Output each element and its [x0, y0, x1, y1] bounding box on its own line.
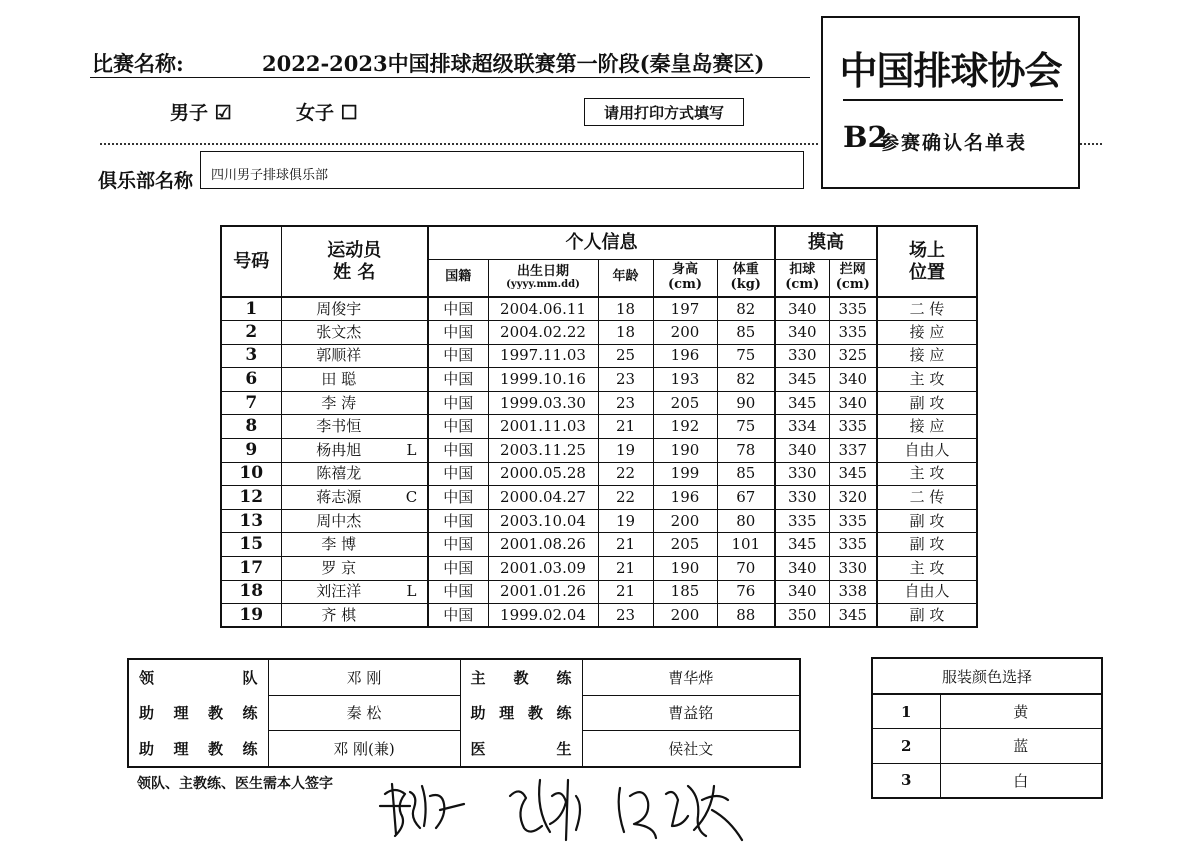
signature-note: 领队、主教练、医生需本人签字: [137, 776, 333, 792]
player-weight: 80: [717, 509, 775, 533]
association-divider: [843, 99, 1063, 101]
player-nationality: 中国: [428, 557, 488, 581]
player-spike-reach: 340: [775, 321, 829, 345]
player-block-reach: 335: [829, 321, 877, 345]
player-position: 自由人: [877, 439, 977, 463]
player-number: 13: [221, 509, 281, 533]
color-option-number: 3: [872, 763, 940, 798]
player-nationality: 中国: [428, 391, 488, 415]
header-height-unit: (cm): [668, 276, 702, 292]
player-name: 田 聪: [281, 368, 396, 392]
player-position: 副 攻: [877, 509, 977, 533]
player-number: 3: [221, 344, 281, 368]
player-name: 刘汪洋: [281, 580, 396, 604]
player-height: 190: [653, 557, 717, 581]
player-age: 23: [598, 368, 653, 392]
player-role: [396, 509, 428, 533]
player-spike-reach: 334: [775, 415, 829, 439]
player-birth-date: 1999.03.30: [488, 391, 598, 415]
player-spike-reach: 340: [775, 297, 829, 321]
player-block-reach: 338: [829, 580, 877, 604]
player-nationality: 中国: [428, 509, 488, 533]
leader-label: 领 队: [128, 659, 268, 695]
assistant-coach-value-2: 邓 刚(兼): [268, 731, 460, 767]
player-weight: 85: [717, 321, 775, 345]
association-title: 中国排球协会: [839, 49, 1062, 93]
player-height: 197: [653, 297, 717, 321]
player-role: [396, 462, 428, 486]
roster-body: [221, 297, 977, 627]
player-nationality: 中国: [428, 415, 488, 439]
player-weight: 75: [717, 415, 775, 439]
doctor-label: 医 生: [460, 731, 582, 767]
player-height: 200: [653, 509, 717, 533]
header-spike-label: 扣球: [789, 261, 816, 277]
player-age: 21: [598, 533, 653, 557]
player-age: 23: [598, 391, 653, 415]
player-number: 15: [221, 533, 281, 557]
player-role: L: [396, 439, 428, 463]
player-position: 主 攻: [877, 462, 977, 486]
player-spike-reach: 340: [775, 557, 829, 581]
assistant-coach-value-1: 秦 松: [268, 695, 460, 730]
player-nationality: 中国: [428, 297, 488, 321]
color-option-number: 1: [872, 694, 940, 729]
player-age: 18: [598, 297, 653, 321]
player-role: [396, 533, 428, 557]
player-spike-reach: 345: [775, 391, 829, 415]
header-weight-unit: (kg): [730, 276, 761, 292]
player-height: 185: [653, 580, 717, 604]
player-position: 副 攻: [877, 391, 977, 415]
table-row: [221, 368, 977, 392]
player-role: [396, 321, 428, 345]
player-nationality: 中国: [428, 321, 488, 345]
player-age: 22: [598, 462, 653, 486]
head-coach-label: 主教练: [460, 659, 582, 695]
player-height: 193: [653, 368, 717, 392]
player-name: 齐 棋: [281, 604, 396, 628]
men-checkbox[interactable]: 男子 ☑: [170, 102, 232, 124]
header-reach: 摸高: [775, 226, 877, 259]
print-note-box: 请用打印方式填写: [584, 98, 744, 126]
player-spike-reach: 340: [775, 439, 829, 463]
player-height: 196: [653, 344, 717, 368]
player-block-reach: 345: [829, 462, 877, 486]
player-role: [396, 368, 428, 392]
table-row: [221, 391, 977, 415]
player-weight: 67: [717, 486, 775, 510]
header-nationality: 国籍: [428, 259, 488, 297]
leader-value: 邓 刚: [268, 659, 460, 695]
header-position-line1: 场上: [909, 239, 946, 261]
player-block-reach: 335: [829, 533, 877, 557]
player-spike-reach: 345: [775, 368, 829, 392]
player-weight: 85: [717, 462, 775, 486]
head-coach-value: 曹华烨: [582, 659, 800, 695]
player-number: 12: [221, 486, 281, 510]
player-weight: 75: [717, 344, 775, 368]
color-option-value: 黄: [940, 694, 1102, 729]
table-row: [221, 486, 977, 510]
table-row: [221, 604, 977, 628]
assistant-coach-label-3: 助理教练: [460, 695, 582, 730]
table-row: [221, 462, 977, 486]
header-block: [829, 259, 877, 297]
player-age: 19: [598, 439, 653, 463]
header-athlete: [281, 226, 428, 297]
roster-table: [220, 225, 978, 628]
player-nationality: 中国: [428, 533, 488, 557]
match-name-label: 比赛名称:: [92, 51, 184, 76]
player-age: 18: [598, 321, 653, 345]
table-row: [221, 580, 977, 604]
dotted-divider-right: [1080, 143, 1102, 145]
player-age: 25: [598, 344, 653, 368]
player-birth-date: 2001.01.26: [488, 580, 598, 604]
player-name: 蒋志源: [281, 486, 396, 510]
player-name: 周中杰: [281, 509, 396, 533]
player-weight: 88: [717, 604, 775, 628]
header-birth-label: 出生日期: [516, 263, 569, 279]
dotted-divider: [100, 143, 818, 145]
doctor-value: 侯社文: [582, 731, 800, 767]
player-age: 21: [598, 557, 653, 581]
player-number: 10: [221, 462, 281, 486]
player-height: 199: [653, 462, 717, 486]
player-block-reach: 335: [829, 415, 877, 439]
header-spike: [775, 259, 829, 297]
player-name: 李 涛: [281, 391, 396, 415]
player-block-reach: 340: [829, 368, 877, 392]
header-number: 号码: [221, 226, 281, 297]
header-block-unit: (cm): [835, 276, 870, 292]
player-name: 罗 京: [281, 557, 396, 581]
player-nationality: 中国: [428, 486, 488, 510]
player-nationality: 中国: [428, 462, 488, 486]
player-role: C: [396, 486, 428, 510]
player-position: 自由人: [877, 580, 977, 604]
player-height: 205: [653, 533, 717, 557]
player-position: 副 攻: [877, 533, 977, 557]
assistant-coach-value-3: 曹益铭: [582, 695, 800, 730]
player-birth-date: 2000.05.28: [488, 462, 598, 486]
player-birth-date: 1999.10.16: [488, 368, 598, 392]
match-name: 2022-2023中国排球超级联赛第一阶段(秦皇岛赛区): [262, 51, 765, 76]
player-nationality: 中国: [428, 439, 488, 463]
player-height: 190: [653, 439, 717, 463]
player-number: 1: [221, 297, 281, 321]
form-title: 参赛确认名单表: [880, 132, 1028, 154]
match-name-underline: [90, 77, 810, 78]
header-weight: [717, 259, 775, 297]
club-name-field[interactable]: 四川男子排球俱乐部: [200, 151, 804, 189]
player-number: 6: [221, 368, 281, 392]
header-position-line2: 位置: [909, 261, 946, 283]
table-row: [221, 557, 977, 581]
player-name: 张文杰: [281, 321, 396, 345]
table-row: [221, 321, 977, 345]
form-code: B2: [843, 120, 888, 154]
club-name-label: 俱乐部名称: [98, 170, 194, 192]
player-name: 周俊宇: [281, 297, 396, 321]
player-block-reach: 345: [829, 604, 877, 628]
player-weight: 76: [717, 580, 775, 604]
player-position: 主 攻: [877, 368, 977, 392]
player-position: 接 应: [877, 344, 977, 368]
player-age: 21: [598, 415, 653, 439]
assistant-coach-label-2: 助理教练: [128, 731, 268, 767]
player-number: 19: [221, 604, 281, 628]
player-spike-reach: 335: [775, 509, 829, 533]
table-row: [221, 439, 977, 463]
player-birth-date: 2001.03.09: [488, 557, 598, 581]
player-number: 7: [221, 391, 281, 415]
header-spike-unit: (cm): [785, 276, 820, 292]
player-nationality: 中国: [428, 580, 488, 604]
color-option-value: 白: [940, 763, 1102, 798]
player-birth-date: 2004.06.11: [488, 297, 598, 321]
player-position: 二 传: [877, 486, 977, 510]
player-block-reach: 325: [829, 344, 877, 368]
player-name: 陈禧龙: [281, 462, 396, 486]
player-position: 主 攻: [877, 557, 977, 581]
player-nationality: 中国: [428, 604, 488, 628]
player-spike-reach: 345: [775, 533, 829, 557]
uniform-color-title: 服装颜色选择: [872, 658, 1102, 694]
player-role: L: [396, 580, 428, 604]
header-height: [653, 259, 717, 297]
player-height: 200: [653, 321, 717, 345]
header-athlete-line1: 运动员: [327, 239, 382, 261]
player-weight: 82: [717, 297, 775, 321]
header-age: 年龄: [598, 259, 653, 297]
player-role: [396, 415, 428, 439]
player-role: [396, 604, 428, 628]
player-block-reach: 337: [829, 439, 877, 463]
player-role: [396, 344, 428, 368]
player-role: [396, 297, 428, 321]
handwritten-signatures: [370, 766, 790, 846]
player-weight: 90: [717, 391, 775, 415]
player-block-reach: 330: [829, 557, 877, 581]
header-birth: [488, 259, 598, 297]
player-name: 李 博: [281, 533, 396, 557]
header-block-label: 拦网: [839, 261, 866, 277]
table-row: [221, 344, 977, 368]
player-spike-reach: 330: [775, 486, 829, 510]
uniform-color-table: [871, 657, 1103, 799]
player-height: 200: [653, 604, 717, 628]
player-spike-reach: 330: [775, 344, 829, 368]
header-birth-format: (yyyy.mm.dd): [506, 279, 580, 291]
header-personal-info: 个人信息: [428, 226, 775, 259]
women-checkbox[interactable]: 女子 ☐: [296, 102, 358, 124]
player-nationality: 中国: [428, 368, 488, 392]
player-weight: 101: [717, 533, 775, 557]
header-athlete-line2: 姓 名: [333, 261, 376, 283]
player-block-reach: 320: [829, 486, 877, 510]
player-block-reach: 340: [829, 391, 877, 415]
player-birth-date: 2001.11.03: [488, 415, 598, 439]
player-position: 接 应: [877, 415, 977, 439]
player-age: 22: [598, 486, 653, 510]
player-block-reach: 335: [829, 509, 877, 533]
assistant-coach-label-1: 助理教练: [128, 695, 268, 730]
player-spike-reach: 340: [775, 580, 829, 604]
player-spike-reach: 330: [775, 462, 829, 486]
header-position: [877, 226, 977, 297]
player-name: 李书恒: [281, 415, 396, 439]
player-name: 郭顺祥: [281, 344, 396, 368]
table-row: [221, 297, 977, 321]
player-position: 接 应: [877, 321, 977, 345]
player-number: 17: [221, 557, 281, 581]
player-block-reach: 335: [829, 297, 877, 321]
player-position: 二 传: [877, 297, 977, 321]
header-height-label: 身高: [671, 261, 698, 277]
table-row: [221, 415, 977, 439]
player-weight: 78: [717, 439, 775, 463]
player-height: 196: [653, 486, 717, 510]
player-birth-date: 2000.04.27: [488, 486, 598, 510]
table-row: [221, 533, 977, 557]
player-number: 18: [221, 580, 281, 604]
player-nationality: 中国: [428, 344, 488, 368]
player-birth-date: 2001.08.26: [488, 533, 598, 557]
player-birth-date: 2004.02.22: [488, 321, 598, 345]
player-weight: 82: [717, 368, 775, 392]
player-role: [396, 557, 428, 581]
header-weight-label: 体重: [732, 261, 759, 277]
player-birth-date: 1997.11.03: [488, 344, 598, 368]
player-birth-date: 1999.02.04: [488, 604, 598, 628]
player-number: 2: [221, 321, 281, 345]
player-role: [396, 391, 428, 415]
player-position: 副 攻: [877, 604, 977, 628]
player-age: 19: [598, 509, 653, 533]
table-row: [221, 509, 977, 533]
player-age: 23: [598, 604, 653, 628]
player-number: 9: [221, 439, 281, 463]
player-weight: 70: [717, 557, 775, 581]
player-birth-date: 2003.11.25: [488, 439, 598, 463]
color-option-value: 蓝: [940, 729, 1102, 763]
player-spike-reach: 350: [775, 604, 829, 628]
staff-table: [127, 658, 801, 768]
player-birth-date: 2003.10.04: [488, 509, 598, 533]
player-height: 192: [653, 415, 717, 439]
player-name: 杨冉旭: [281, 439, 396, 463]
player-height: 205: [653, 391, 717, 415]
player-age: 21: [598, 580, 653, 604]
color-option-number: 2: [872, 729, 940, 763]
player-number: 8: [221, 415, 281, 439]
